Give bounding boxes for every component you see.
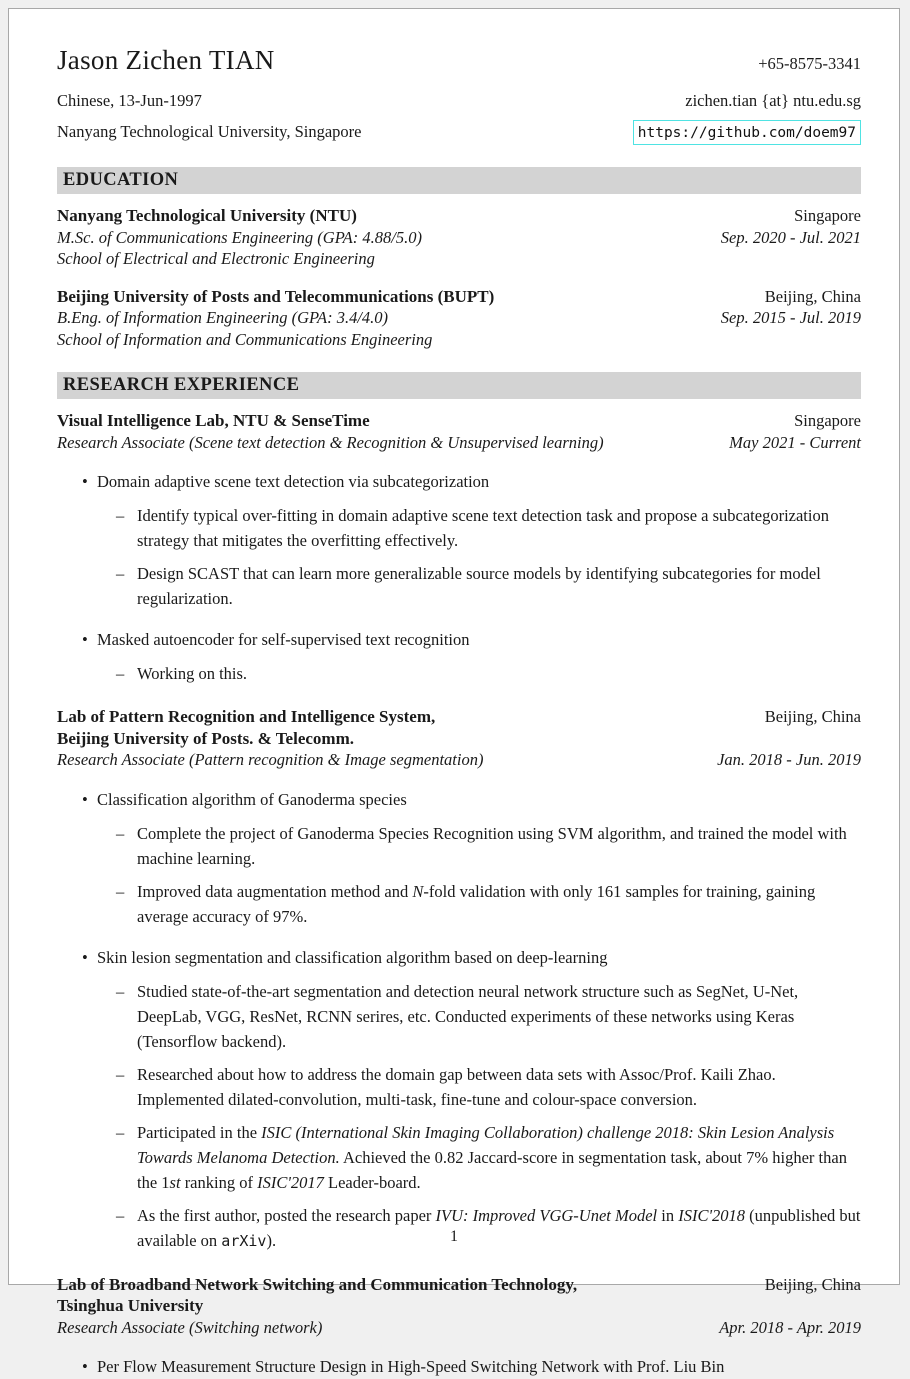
entry-location: Singapore xyxy=(794,410,861,432)
sub-bullet: – Design SCAST that can learn more generalizable source models by identifying subcategories for model regularization. xyxy=(97,561,861,611)
bullet-item xyxy=(57,946,861,1254)
entry-title-line1: Lab of Pattern Recognition and Intelligence System, xyxy=(57,706,435,728)
bullet-text: Classification algorithm of Ganoderma species xyxy=(97,790,407,809)
github-link[interactable]: https://github.com/doem97 xyxy=(633,120,861,145)
entry-role: Research Associate (Switching network) xyxy=(57,1317,322,1339)
bullet-item xyxy=(57,788,861,929)
entry-location: Beijing, China xyxy=(765,1274,861,1296)
sub-bullet: – Complete the project of Ganoderma Species Recognition using SVM algorithm, and trained the model with machine learning. xyxy=(97,821,861,871)
entry-dates: Sep. 2015 - Jul. 2019 xyxy=(721,307,861,329)
entry-location: Beijing, China xyxy=(765,286,861,308)
entry-title-line2: Beijing University of Posts. & Telecomm. xyxy=(57,728,435,750)
entry-dates: Apr. 2018 - Apr. 2019 xyxy=(719,1317,861,1339)
email-address: zichen.tian {at} ntu.edu.sg xyxy=(685,90,861,111)
sub-bullet: – Researched about how to address the domain gap between data sets with Assoc/Prof. Kaili Zhao. Implemented dilated-convolution, multi-task, fine-tune and colour-space conversion. xyxy=(97,1062,861,1112)
person-name: Jason Zichen TIAN xyxy=(57,43,275,77)
entry-dates: Sep. 2020 - Jul. 2021 xyxy=(721,227,861,249)
bullet-text: Domain adaptive scene text detection via subcategorization xyxy=(97,472,489,491)
entry-degree: M.Sc. of Communications Engineering (GPA: 4.88/5.0) xyxy=(57,227,422,249)
header xyxy=(57,9,861,145)
bullet-text: Masked autoencoder for self-supervised text recognition xyxy=(97,630,470,649)
entry-title: Beijing University of Posts and Telecommunications (BUPT) xyxy=(57,286,494,308)
entry-title: Nanyang Technological University (NTU) xyxy=(57,205,357,227)
resume-page xyxy=(8,8,900,1285)
section-header-education: EDUCATION xyxy=(57,167,861,194)
sub-bullet: – Improved data augmentation method and N-fold validation with only 161 samples for training, gaining average accuracy of 97%. xyxy=(97,879,861,929)
education-entry xyxy=(57,205,861,270)
entry-degree: B.Eng. of Information Engineering (GPA: 3.4/4.0) xyxy=(57,307,388,329)
phone-number: +65-8575-3341 xyxy=(758,53,861,74)
entry-location: Singapore xyxy=(794,205,861,227)
research-entry xyxy=(57,706,861,1254)
sub-bullet: – Participated in the ISIC (International Skin Imaging Collaboration) challenge 2018: Skin Lesion Analysis Towards Melanoma Detection. Achieved the 0.82 Jaccard-score in segmentation task, about 7% higher than the 1st ranking of ISIC'2017 Leader-board. xyxy=(97,1120,861,1195)
entry-dates: May 2021 - Current xyxy=(729,432,861,454)
bullet-item xyxy=(57,470,861,611)
entry-role: Research Associate (Pattern recognition & Image segmentation) xyxy=(57,749,483,771)
entry-title-line2: Tsinghua University xyxy=(57,1295,577,1317)
entry-location: Beijing, China xyxy=(765,706,861,728)
entry-school: School of Information and Communications Engineering xyxy=(57,329,861,351)
bullet-text: Skin lesion segmentation and classification algorithm based on deep-learning xyxy=(97,948,607,967)
entry-role: Research Associate (Scene text detection & Recognition & Unsupervised learning) xyxy=(57,432,604,454)
bullet-text: Per Flow Measurement Structure Design in High-Speed Switching Network with Prof. Liu Bin xyxy=(97,1357,724,1376)
research-entry xyxy=(57,410,861,686)
research-entry xyxy=(57,1274,861,1379)
nationality-dob: Chinese, 13-Jun-1997 xyxy=(57,90,202,111)
bullet-item xyxy=(57,628,861,686)
page-number: 1 xyxy=(9,1228,899,1246)
entry-title-line1: Lab of Broadband Network Switching and Communication Technology, xyxy=(57,1274,577,1296)
sub-bullet: – As the first author, posted the research paper IVU: Improved VGG-Unet Model in ISIC'2018 (unpublished but available on arXiv). xyxy=(97,1203,861,1254)
entry-title: Visual Intelligence Lab, NTU & SenseTime xyxy=(57,410,370,432)
entry-school: School of Electrical and Electronic Engineering xyxy=(57,248,861,270)
sub-bullet: – Studied state-of-the-art segmentation and detection neural network structure such as SegNet, U-Net, DeepLab, VGG, ResNet, RCNN serires, etc. Conducted experiments of these networks using Keras (Tensorflow backend). xyxy=(97,979,861,1054)
sub-bullet: – Identify typical over-fitting in domain adaptive scene text detection task and propose a subcategorization strategy that mitigates the overfitting effectively. xyxy=(97,503,861,553)
section-header-research: RESEARCH EXPERIENCE xyxy=(57,372,861,399)
sub-bullet: – Working on this. xyxy=(97,661,861,686)
education-entry xyxy=(57,286,861,351)
bullet-item xyxy=(57,1355,861,1379)
entry-dates: Jan. 2018 - Jun. 2019 xyxy=(717,749,861,771)
affiliation: Nanyang Technological University, Singapore xyxy=(57,121,361,142)
